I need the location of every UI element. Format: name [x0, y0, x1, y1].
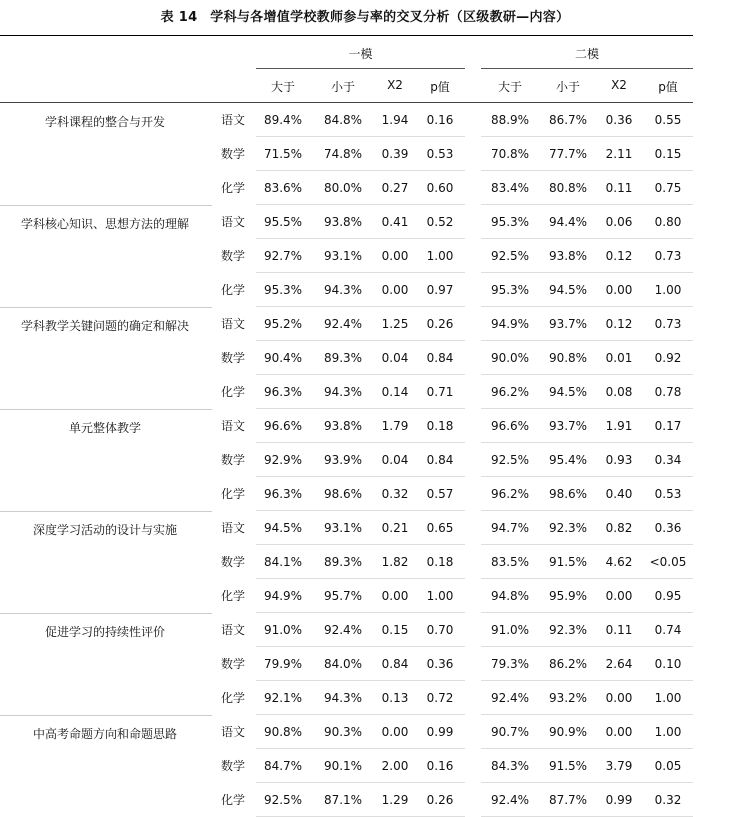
mock2-cell-gt: 79.3%: [490, 657, 530, 671]
mock2-cell-lt: 93.2%: [548, 691, 588, 705]
mock2-cell-p: 0.73: [654, 317, 682, 331]
mock2-cell-gt: 83.5%: [490, 555, 530, 569]
mock1-cell-p: 0.65: [426, 521, 454, 535]
table-row: [0, 681, 693, 715]
mock1-cell-p: 0.16: [426, 113, 454, 127]
table-row: [0, 477, 693, 511]
mock2-cell-lt: 98.6%: [548, 487, 588, 501]
table-row: [0, 715, 693, 749]
table-title-text: 学科与各增值学校教师参与率的交叉分析（区级教研—内容）: [210, 10, 570, 25]
mock1-cell-x2: 0.84: [381, 657, 409, 671]
mock1-cell-p: 0.97: [426, 283, 454, 297]
mock2-cell-lt: 94.5%: [548, 385, 588, 399]
mock1-cell-x2: 0.32: [381, 487, 409, 501]
topic-label: 促进学习的持续性评价: [44, 625, 165, 639]
mock2-cell-gt: 92.5%: [490, 453, 530, 467]
mock1-cell-lt: 95.7%: [323, 589, 363, 603]
mock1-cell-gt: 90.4%: [263, 351, 303, 365]
subject-cell: 语文: [220, 215, 245, 229]
subject-cell: 数学: [220, 147, 245, 161]
table-row: [0, 307, 693, 341]
mock2-cell-x2: 2.11: [605, 147, 633, 161]
mock2-cell-p: 0.55: [654, 113, 682, 127]
mock2-cell-gt: 94.7%: [490, 521, 530, 535]
mock1-cell-p: 0.52: [426, 215, 454, 229]
table-number: 表 14: [160, 10, 198, 25]
mock2-cell-x2: 0.00: [605, 589, 633, 603]
mock1-cell-p: 0.84: [426, 453, 454, 467]
mock2-cell-p: 0.17: [654, 419, 682, 433]
mock2-cell-gt: 90.7%: [490, 725, 530, 739]
mock2-cell-p: 0.53: [654, 487, 682, 501]
mock1-cell-lt: 74.8%: [323, 147, 363, 161]
mock2-cell-lt: 94.5%: [548, 283, 588, 297]
mock2-cell-lt: 80.8%: [548, 181, 588, 195]
mock1-cell-lt: 84.0%: [323, 657, 363, 671]
mock1-cell-p: 0.53: [426, 147, 454, 161]
mock1-cell-lt: 93.9%: [323, 453, 363, 467]
subject-cell: 数学: [220, 555, 245, 569]
mock2-cell-gt: 96.2%: [490, 385, 530, 399]
mock2-cell-lt: 95.4%: [548, 453, 588, 467]
mock2-cell-lt: 90.8%: [548, 351, 588, 365]
mock1-cell-x2: 0.15: [381, 623, 409, 637]
mock2-cell-p: 1.00: [654, 725, 682, 739]
mock2-cell-lt: 92.3%: [548, 623, 588, 637]
mock2-cell-p: 0.36: [654, 521, 682, 535]
subject-cell: 语文: [220, 317, 245, 331]
mock2-cell-p: 0.73: [654, 249, 682, 263]
mock1-cell-p: 1.00: [426, 249, 454, 263]
mock2-cell-gt: 92.4%: [490, 691, 530, 705]
table-row: [0, 205, 693, 239]
subject-cell: 语文: [220, 521, 245, 535]
mock2-cell-x2: 0.82: [605, 521, 633, 535]
subject-cell: 语文: [220, 113, 245, 127]
mock2-cell-lt: 91.5%: [548, 759, 588, 773]
mock1-cell-p: 0.18: [426, 419, 454, 433]
mock1-cell-lt: 89.3%: [323, 555, 363, 569]
mock1-cell-x2: 1.79: [381, 419, 409, 433]
mock2-cell-x2: 1.91: [605, 419, 633, 433]
mock1-cell-x2: 0.21: [381, 521, 409, 535]
mock1-cell-lt: 94.3%: [323, 385, 363, 399]
subject-cell: 化学: [220, 385, 245, 399]
subject-cell: 化学: [220, 691, 245, 705]
mock1-cell-x2: 0.39: [381, 147, 409, 161]
column-header-1-3: X2: [387, 78, 403, 92]
mock1-cell-p: 0.60: [426, 181, 454, 195]
mock1-cell-lt: 94.3%: [323, 691, 363, 705]
mock2-cell-gt: 84.3%: [490, 759, 530, 773]
topic-label: 中高考命题方向和命题思路: [32, 727, 177, 741]
subject-cell: 语文: [220, 623, 245, 637]
table-row: [0, 375, 693, 409]
table-row: [0, 579, 693, 613]
mock2-cell-x2: 0.40: [605, 487, 633, 501]
mock1-cell-lt: 98.6%: [323, 487, 363, 501]
mock2-cell-gt: 94.8%: [490, 589, 530, 603]
mock2-cell-p: 1.00: [654, 283, 682, 297]
mock2-cell-lt: 86.2%: [548, 657, 588, 671]
column-header-1-1: 大于: [270, 80, 295, 94]
mock2-cell-gt: 95.3%: [490, 215, 530, 229]
mock1-cell-x2: 1.82: [381, 555, 409, 569]
mock1-cell-p: 0.18: [426, 555, 454, 569]
mock1-cell-gt: 96.6%: [263, 419, 303, 433]
mock1-cell-gt: 92.5%: [263, 793, 303, 807]
subject-cell: 数学: [220, 657, 245, 671]
table-title: [0, 6, 730, 25]
mock2-cell-x2: 0.99: [605, 793, 633, 807]
mock2-cell-p: 0.75: [654, 181, 682, 195]
mock1-cell-gt: 95.5%: [263, 215, 303, 229]
mock2-cell-gt: 90.0%: [490, 351, 530, 365]
mock2-cell-p: <0.05: [649, 555, 687, 569]
mock1-cell-gt: 92.7%: [263, 249, 303, 263]
mock1-cell-lt: 92.4%: [323, 317, 363, 331]
subject-cell: 数学: [220, 249, 245, 263]
mock1-cell-gt: 95.3%: [263, 283, 303, 297]
mock2-cell-lt: 77.7%: [548, 147, 588, 161]
mock1-cell-gt: 79.9%: [263, 657, 303, 671]
mock2-cell-p: 0.78: [654, 385, 682, 399]
mock1-cell-x2: 1.25: [381, 317, 409, 331]
topic-label: 单元整体教学: [68, 421, 141, 435]
mock1-cell-lt: 89.3%: [323, 351, 363, 365]
mock2-cell-x2: 0.08: [605, 385, 633, 399]
mock1-cell-lt: 87.1%: [323, 793, 363, 807]
mock2-cell-p: 0.10: [654, 657, 682, 671]
mock2-cell-p: 0.34: [654, 453, 682, 467]
mock1-cell-x2: 0.04: [381, 351, 409, 365]
mock2-cell-p: 1.00: [654, 691, 682, 705]
subject-cell: 化学: [220, 793, 245, 807]
mock1-cell-x2: 1.29: [381, 793, 409, 807]
subject-cell: 数学: [220, 453, 245, 467]
table-row: [0, 171, 693, 205]
mock1-cell-lt: 93.1%: [323, 521, 363, 535]
subject-cell: 化学: [220, 589, 245, 603]
mock2-cell-p: 0.15: [654, 147, 682, 161]
mock2-cell-p: 0.32: [654, 793, 682, 807]
mock2-cell-x2: 3.79: [605, 759, 633, 773]
mock2-cell-lt: 93.8%: [548, 249, 588, 263]
column-header-1-2: 小于: [330, 80, 355, 94]
mock2-cell-x2: 0.12: [605, 317, 633, 331]
mock2-cell-x2: 0.06: [605, 215, 633, 229]
group-rule-1: [256, 68, 465, 69]
mock1-cell-lt: 93.8%: [323, 215, 363, 229]
mock2-cell-x2: 0.11: [605, 181, 633, 195]
mock1-cell-gt: 91.0%: [263, 623, 303, 637]
column-header-1-4: p值: [430, 80, 450, 94]
mock2-cell-lt: 93.7%: [548, 317, 588, 331]
mock1-cell-x2: 2.00: [381, 759, 409, 773]
mock2-cell-lt: 90.9%: [548, 725, 588, 739]
mock1-cell-lt: 90.3%: [323, 725, 363, 739]
mock2-cell-gt: 96.2%: [490, 487, 530, 501]
topic-label: 学科教学关键问题的确定和解决: [20, 319, 189, 333]
mock2-cell-p: 0.92: [654, 351, 682, 365]
mock2-cell-lt: 91.5%: [548, 555, 588, 569]
mock2-cell-gt: 95.3%: [490, 283, 530, 297]
mock1-cell-gt: 92.1%: [263, 691, 303, 705]
column-header-2-4: p值: [658, 80, 678, 94]
mock1-cell-x2: 0.00: [381, 589, 409, 603]
mock1-cell-p: 0.84: [426, 351, 454, 365]
table-row: [0, 103, 693, 137]
mock2-cell-x2: 0.01: [605, 351, 633, 365]
mock2-cell-x2: 4.62: [605, 555, 633, 569]
mock1-cell-p: 0.72: [426, 691, 454, 705]
table-row: [0, 443, 693, 477]
mock2-cell-p: 0.80: [654, 215, 682, 229]
subject-cell: 数学: [220, 759, 245, 773]
mock2-cell-gt: 94.9%: [490, 317, 530, 331]
mock1-cell-x2: 0.13: [381, 691, 409, 705]
mock1-cell-x2: 0.00: [381, 725, 409, 739]
mock1-cell-gt: 92.9%: [263, 453, 303, 467]
mock1-cell-p: 0.26: [426, 317, 454, 331]
table-top-rule: [0, 35, 693, 36]
mock2-cell-gt: 92.4%: [490, 793, 530, 807]
mock2-cell-p: 0.05: [654, 759, 682, 773]
mock2-cell-gt: 83.4%: [490, 181, 530, 195]
mock1-cell-lt: 80.0%: [323, 181, 363, 195]
mock2-cell-lt: 86.7%: [548, 113, 588, 127]
mock1-cell-p: 0.70: [426, 623, 454, 637]
mock1-cell-p: 0.16: [426, 759, 454, 773]
mock1-cell-gt: 94.5%: [263, 521, 303, 535]
mock1-cell-x2: 0.27: [381, 181, 409, 195]
mock2-cell-lt: 87.7%: [548, 793, 588, 807]
subject-cell: 语文: [220, 725, 245, 739]
mock1-cell-p: 0.26: [426, 793, 454, 807]
column-header-2-1: 大于: [497, 80, 522, 94]
mock1-cell-gt: 96.3%: [263, 385, 303, 399]
table-row: [0, 239, 693, 273]
mock1-cell-p: 0.36: [426, 657, 454, 671]
mock1-cell-gt: 89.4%: [263, 113, 303, 127]
table-row: [0, 613, 693, 647]
mock2-cell-x2: 0.00: [605, 283, 633, 297]
mock1-cell-x2: 0.41: [381, 215, 409, 229]
mock1-cell-p: 1.00: [426, 589, 454, 603]
table-row: [0, 137, 693, 171]
table-row: [0, 545, 693, 579]
mock1-cell-gt: 71.5%: [263, 147, 303, 161]
mock1-cell-lt: 84.8%: [323, 113, 363, 127]
mock1-cell-gt: 83.6%: [263, 181, 303, 195]
mock1-cell-lt: 93.8%: [323, 419, 363, 433]
mock2-cell-gt: 91.0%: [490, 623, 530, 637]
mock1-cell-x2: 0.00: [381, 249, 409, 263]
mock1-cell-x2: 0.00: [381, 283, 409, 297]
mock1-cell-lt: 92.4%: [323, 623, 363, 637]
topic-label: 深度学习活动的设计与实施: [32, 523, 177, 537]
mock2-cell-x2: 0.00: [605, 725, 633, 739]
mock1-cell-lt: 93.1%: [323, 249, 363, 263]
mock1-cell-p: 0.99: [426, 725, 454, 739]
mock1-cell-gt: 95.2%: [263, 317, 303, 331]
table-row: [0, 749, 693, 783]
mock1-cell-p: 0.71: [426, 385, 454, 399]
mock1-cell-gt: 96.3%: [263, 487, 303, 501]
mock1-cell-lt: 90.1%: [323, 759, 363, 773]
mock2-cell-p: 0.74: [654, 623, 682, 637]
column-header-2-3: X2: [611, 78, 627, 92]
subject-cell: 化学: [220, 181, 245, 195]
mock1-cell-gt: 84.7%: [263, 759, 303, 773]
mock2-cell-lt: 94.4%: [548, 215, 588, 229]
mock1-cell-lt: 94.3%: [323, 283, 363, 297]
mock1-cell-gt: 84.1%: [263, 555, 303, 569]
mock1-cell-p: 0.57: [426, 487, 454, 501]
subject-cell: 化学: [220, 487, 245, 501]
mock2-cell-gt: 88.9%: [490, 113, 530, 127]
table-row: [0, 341, 693, 375]
mock2-cell-gt: 92.5%: [490, 249, 530, 263]
table-row: [0, 273, 693, 307]
group-rule-2: [481, 68, 693, 69]
table-row: [0, 409, 693, 443]
mock1-cell-x2: 1.94: [381, 113, 409, 127]
mock2-cell-x2: 0.00: [605, 691, 633, 705]
mock2-cell-lt: 92.3%: [548, 521, 588, 535]
column-header-2-2: 小于: [555, 80, 580, 94]
topic-label: 学科核心知识、思想方法的理解: [20, 217, 189, 231]
table-row: [0, 647, 693, 681]
table-row: [0, 783, 693, 817]
mock2-cell-lt: 93.7%: [548, 419, 588, 433]
mock2-cell-gt: 70.8%: [490, 147, 530, 161]
mock1-cell-gt: 90.8%: [263, 725, 303, 739]
group-header-1: 一模: [348, 47, 373, 61]
subject-cell: 语文: [220, 419, 245, 433]
mock2-cell-lt: 95.9%: [548, 589, 588, 603]
mock2-cell-x2: 0.11: [605, 623, 633, 637]
mock1-cell-x2: 0.14: [381, 385, 409, 399]
mock2-cell-p: 0.95: [654, 589, 682, 603]
topic-label: 学科课程的整合与开发: [44, 115, 165, 129]
mock2-cell-x2: 0.36: [605, 113, 633, 127]
mock1-cell-x2: 0.04: [381, 453, 409, 467]
mock2-cell-x2: 0.93: [605, 453, 633, 467]
subject-cell: 数学: [220, 351, 245, 365]
table-row: [0, 511, 693, 545]
mock1-cell-gt: 94.9%: [263, 589, 303, 603]
mock2-cell-gt: 96.6%: [490, 419, 530, 433]
subject-cell: 化学: [220, 283, 245, 297]
mock2-cell-x2: 0.12: [605, 249, 633, 263]
mock2-cell-x2: 2.64: [605, 657, 633, 671]
group-header-2: 二模: [574, 47, 599, 61]
